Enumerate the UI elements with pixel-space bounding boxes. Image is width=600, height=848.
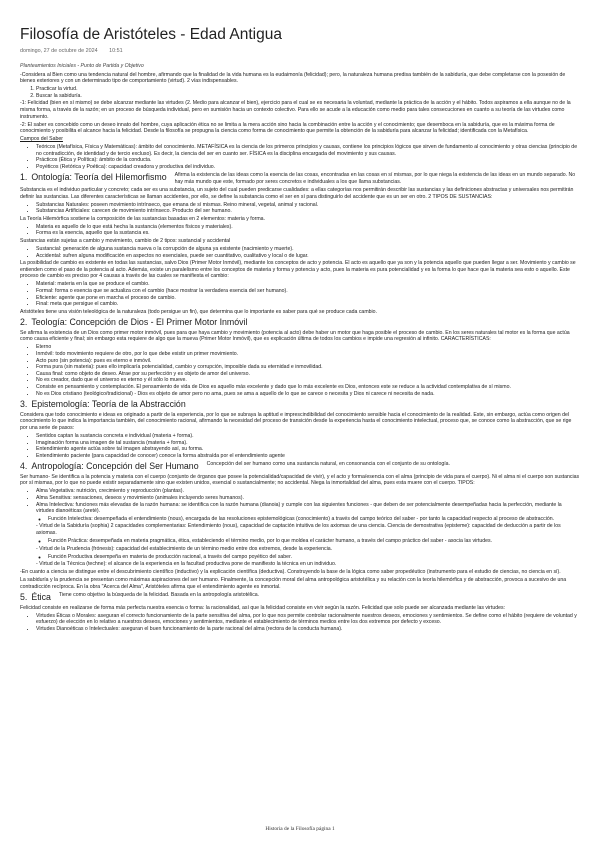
page-title: Filosofía de Aristóteles - Edad Antigua: [20, 26, 282, 43]
bullet-list: [20, 344, 580, 397]
list-item: • Substancias Artificiales: carecen de movimiento intrínseco. Producto del ser humano.: [36, 208, 580, 215]
list-item: • Teóricos (Metafísica, Física y Matemáticas): ámbito del conocimiento. METAFÍSICA es la ciencia de los primeros principios y causas, contiene los principios lógicos que sirven de fundamento al conocimiento y otras ciencias (principio de no contradicción, de identidad y de tercio excluso). Es decir, la ciencia del ser en cuanto ser. FÍSICA es la disciplina encargada del movimiento y sus causas.: [36, 144, 580, 157]
paragraph: Se afirma la existencia de un Dios como primer motor inmóvil, pues para que haya cambio y movimiento (potencia al acto) debe haber un motor que haga posible el proceso de cambio. En los seres naturales tal motor es la forma que actúa como causa eficiente y final; sin embargo esta requiere de algo que la mueva (Primer Motor Inmóvil), que es explicación última de todos los cambios e impide una regresión al infinito. CARACTERÍSTICAS:: [20, 329, 570, 343]
section-number: 2.: [20, 317, 28, 328]
section-number: 4.: [20, 461, 28, 472]
section-5-heading: [20, 592, 580, 603]
list-item: • Prácticos (Ética y Política): ámbito de la conducta.: [36, 157, 580, 164]
page-footer: Historia de la Filosofía página 1: [265, 826, 335, 832]
list-item: • Accidental: sufren alguna modificación en aspectos no esenciales, puede ser cuantitativo, cualitativo y local o de lugar.: [36, 253, 580, 260]
paragraph: La Teoría Hilemórfica sostiene la composición de las sustancias basadas en 2 elementos: materia y forma.: [20, 215, 265, 222]
list-item: • Entendimiento agente actúa sobre tal imagen abstrayendo así, su forma.: [36, 446, 580, 453]
paragraph: Felicidad consiste en realizarse de forma más perfecta nuestra esencia o forma: la racionalidad, así que la felicidad consiste en vivir según la razón. Felicidad que solo puede ser alcanzada mediante las virtudes:: [20, 604, 506, 611]
intro-list: [20, 86, 580, 99]
list-item: • Imaginación forma una imagen de tal sustancia (materia + forma).: [36, 440, 580, 447]
list-item: • Inmóvil: todo movimiento requiere de otro, por lo que debe existir un primer movimiento.: [36, 351, 580, 358]
list-item: • No es Dios cristiano (teológico/tradicional) - Dios es objeto de amor pero no ama, pues se ama a aquello de lo que se carece o necesita y Dios ni carece ni necesita de nada.: [36, 391, 580, 398]
bullet-list: [20, 202, 580, 215]
paragraph: Ser humano- Se identifica a la potencia y materia con el cuerpo (conjunto de órganos que posee la potencialidad/capacidad de vivir), y el acto y forma/esencia con el alma (principio de vida para el cuerpo). Ni el alma ni el cuerpo son sustancias por sí mismas, por lo que no puede existir separadamente sino que existen unidos, esencial o sustancialmente; no accidental. Niega la inmortalidad del alma, pues esta muere con el cuerpo. TIPOS:: [20, 473, 580, 487]
bullet-list: [20, 613, 580, 633]
campos-heading: Campos del Saber: [20, 136, 63, 143]
bullet-list: [20, 246, 580, 259]
section-number: 1.: [20, 172, 28, 183]
section-4-heading: [20, 461, 580, 472]
section-number: 5.: [20, 592, 28, 603]
paragraph: - Virtud de la Prudencia (frónesis): capacidad del establecimiento de un término medio entre dos extremos, desde la experiencia.: [36, 545, 333, 552]
sub-list: [20, 516, 580, 523]
section-title: Ética: [31, 592, 51, 603]
list-item: • Forma es la esencia, aquello que la sustancia es.: [36, 230, 580, 237]
list-item: • Virtudes Éticas o Morales: aseguran el correcto funcionamiento de la parte sensitiva del alma, por lo que nos permite controlar racionalmente nuestros deseos, emociones y sentimientos. Se define como el hábito (requiere de voluntad y esfuerzo) de elección en lo relativo a nuestros deseos, emociones y sentimientos, mediante el establecimiento de términos medios entre los dos extremos por defecto y exceso.: [36, 613, 580, 626]
section-1-heading: [20, 172, 580, 185]
list-item: • Materia es aquello de lo que está hecha la sustancia (elementos físicos y materiales).: [36, 224, 580, 231]
bullet-list: [20, 224, 580, 237]
section-title: Epistemología: Teoría de la Abstracción: [31, 399, 186, 410]
list-item: • Consiste en pensamiento y contemplación. El pensamiento de vida de Dios es aquello más excelente y dado que lo más excelente es Dios, entonces este se reduce a la actividad contemplativa de sí mismo.: [36, 384, 580, 391]
sub-list: [20, 554, 580, 561]
section-title: Ontología: Teoría del Hilemorfismo: [31, 172, 167, 183]
intro-paragraph-3: -2: El saber es concebido como un deseo innato del hombre, cuya aplicación ética no se limita a la mera acción sino hacia la combinación entre la acción y el conocimiento; que desemboca en la sabiduría, que es la máxima forma de conocimiento y posibilita el alcance hacia la felicidad. Desde la filosofía se propugna la ciencia como forma de conocimiento que permite la obtención de la sabiduría para alcanzar la felicidad; identificada con la Metafísica.: [20, 121, 555, 135]
paragraph: Substancia es el individuo particular y concreto; cada ser es una substancia, un sujeto del cual pueden predicarse cualidades: a ellas categorías nos permitirán describir las sustancias y las definiciones abstractas y universales nos permitirán definir las sustancias. Las diferentes características se llaman accidentes, por ello, se define la substancia como el ser en sí para distinguirlo del accidente que es un ser en otro. 2 TIPOS DE SUSTANCIAS:: [20, 187, 574, 200]
list-item: ◦ Función Productiva desempeña en materia de producción racional, a través del campo poyético del saber.: [48, 554, 580, 561]
note-body: [20, 63, 580, 633]
note-time: 10:51: [109, 48, 123, 54]
paragraph: La posibilidad de cambio es existente en todas las sustancias, salvo Dios (Primer Motor Inmóvil), mediante los conceptos de acto y potencia. El acto es aquello que ya son y la potencia aquello que pueden llegar a ser. Movimiento y cambio se entienden como el paso de la potencia al acto. Además, existe un paralelismo entre los conceptos de materia y forma y potencia y acto, pues la materia es pura potencialidad y es la forma lo que hace que la materia sea esto o aquello. Este proceso de cambio es preciso por 4 causas a través de las cuales se manifiesta el cambio:: [20, 260, 576, 280]
list-item: 1. Practicar la virtud.: [36, 86, 580, 93]
section-title: Teología: Concepción de Dios - El Primer Motor Inmóvil: [31, 317, 248, 328]
paragraph: Considera que todo conocimiento e ideas es originado a partir de la experiencia, por lo que se subraya la aptitud e imprescindibilidad del conocimiento sensible hacia el conocimiento de la realidad. Este, sin embargo, actúa como origen del conocimiento lo que indica la importancia también, del conocimiento racional, afirmando la necesidad del proceso de transición desde la experiencia hasta el conocimiento intelectual, proceso que, se conoce como la abstracción, que se rige por una serie de pasos:: [20, 411, 572, 431]
list-item: • Alma Intelectiva: funciones más elevadas de la razón humana: se identifica con la razón humana (dianoia) y cumple con las siguientes funciones - que deben de ser potencialmente desempeñadas hacia la perfección, mediante la virtudes dianoéticas (areté).: [36, 502, 580, 515]
section-intro: Tiene como objetivo la búsqueda de la felicidad. Basada en la antropología aristotélica.: [58, 592, 260, 599]
list-item: 2. Buscar la sabiduría.: [36, 93, 580, 100]
bullet-list: [20, 488, 580, 514]
list-item: • Eficiente: agente que pone en marcha el proceso de cambio.: [36, 295, 580, 302]
intro-paragraph-2: -1: Felicidad (bien en sí mismo) se debe alcanzar mediante las virtudes (2. Medio para alcanzar el bien), ejercicio para el cual se es necesaria la voluntad, mediante la práctica de la acción y el hábito. Todos aspiramos a ella aunque no de la misma forma, a través de la razón; en un proceso de búsqueda individual, pero en sumisión hacia un contexto colectivo. Para ello se acude a la educación como medio para tales consecuciones en cuanto a su teoría de las virtudes como instrumento.: [20, 100, 571, 120]
paragraph: Sustancias están sujetas a cambio y movimiento, cambio de 2 tipos: sustancial y accidental: [20, 237, 231, 244]
list-item: • Forma pura (sin materia): pues ello implicaría potencialidad, cambio y corrupción, imposible dada su eternidad e inmovilidad.: [36, 364, 580, 371]
section-2-heading: [20, 317, 580, 328]
list-item: • Poyéticos (Retórica y Poética): capacidad creadora y productiva del individuo.: [36, 164, 580, 171]
list-item: • Alma Vegetativa: nutrición, crecimiento y reproducción (plantas).: [36, 488, 580, 495]
list-item: • Eterno: [36, 344, 580, 351]
bullet-list: [20, 433, 580, 459]
list-item: • Final: meta que persigue el cambio.: [36, 301, 580, 308]
list-item: • Causa final: como objeto de deseo. Atrae por su perfección y es objeto de amor del universo.: [36, 371, 580, 378]
list-item: • Material: materia en la que se produce el cambio.: [36, 281, 580, 288]
list-item: ◦ Función Práctica: desempeñada en materia pragmática, ética, estableciendo el término medio, por lo que moldea el carácter humano, a través del campo práctico del saber - asocia las virtudes.: [48, 538, 580, 545]
sub-list: [20, 538, 580, 545]
section-title: Antropología: Concepción del Ser Humano: [31, 461, 199, 472]
section-number: 3.: [20, 399, 28, 410]
section-intro: Concepción del ser humano como una sustancia natural, en consonancia con el conjunto de su ontología.: [206, 461, 450, 468]
paragraph: - Virtud de la Sabiduría (sophia) 2 capacidades complementarias: Entendimiento (nous), capacidad de captación intuitiva de los axiomas de una ciencia. Ciencia de demostrativa (episteme): capacidad de deducción a partir de los axiomas.: [36, 523, 561, 536]
list-item: • Virtudes Dianoéticas o Intelectuales: aseguran el buen funcionamiento de la parte racional del alma (rectora de la conducta humana).: [36, 626, 580, 633]
paragraph: -En cuanto a ciencia se distingue entre el descubrimiento científico (inductivo) y la explicación científica (deductiva). Construyendo la base de la lógica como saber propedéutico (instrumento para el estudio de ciencias, no ciencia en sí).: [20, 569, 561, 576]
paragraph: La sabiduría y la prudencia se presentan como máximas aspiraciones del ser humano. Finalmente, la concepción moral del alma antropológica aristotélica y su relación con la teoría hilemórfica y de abstracción, provoca a sucesivo de una contradicción recíproca. En la obra "Acerca del Alma", Aristóteles afirma que el entendimiento agente es inmortal.: [20, 577, 567, 590]
list-item: • Alma Sensitiva: sensaciones, deseos y movimiento (animales incluyendo seres humanos).: [36, 495, 580, 502]
list-item: • Sentidos captan la sustancia concreta e individual (materia + forma).: [36, 433, 580, 440]
note-meta: [20, 48, 580, 54]
list-item: • Acto puro (sin potencia): pues es eterno e inmóvil.: [36, 358, 580, 365]
intro-paragraph-1: -Considera al Bien como una tendencia natural del hombre, afirmando que la finalidad de la vida humana es la eudaimonía (felicidad); pero, la naturaleza humana predisa también de la sabiduría, que debe completarse con la posesión de bienes exteriores y con un determinado tipo de comportamiento (virtud). 2 vías indispensables.: [20, 71, 566, 85]
list-item: • No es creador, dado que el universo es eterno y él sólo lo mueve.: [36, 377, 580, 384]
bullet-list: [20, 281, 580, 307]
section-intro: Afirma la existencia de las ideas como la esencia de las cosas, encontradas en las cosas en sí mismas, por lo que niega la existencia de las ideas en un mundo separado. No hay más mundo que este, formado por seres concretos e individuales a los que llama substancias.: [174, 172, 576, 186]
paragraph: Aristóteles tiene una visión teleológica de la naturaleza (todo persigue un fin), que determina que lo importante es saber para qué se produce cada cambio.: [20, 308, 378, 315]
list-item: • Formal: forma o esencia que se actualiza con el cambio (hace mostrar la verdadera esencia del ser humano).: [36, 288, 580, 295]
section-subtitle: Planteamientos Iniciales - Punto de Partida y Objetivo: [20, 63, 144, 69]
list-item: • Entendimiento paciente (para capacidad de conocer) conoce la forma abstraída por el entendimiento agente: [36, 453, 580, 460]
list-item: • Sustancial: generación de alguna sustancia nueva o la corrupción de alguna ya existente (nacimiento y muerte).: [36, 246, 580, 253]
section-3-heading: [20, 399, 580, 410]
note-date: domingo, 27 de octubre de 2024: [20, 48, 98, 54]
campos-list: [20, 144, 580, 170]
paragraph: - Virtud de la Técnica (techne): el alcance de la experiencia en la facultad productiva pone de manifiesto la técnica en un individuo.: [36, 561, 337, 568]
list-item: • Substancias Naturales: poseen movimiento intrínseco, que emana de sí mismas. Reino mineral, vegetal, animal y racional.: [36, 202, 580, 209]
list-item: ◦ Función Intelectiva: desempeñada el entendimiento (nous), encargada de las resoluciones epistemológicas (conocimiento) a través del campo teórico del saber - por tanto la capacidad respecto al proceso de abstracción.: [48, 516, 580, 523]
